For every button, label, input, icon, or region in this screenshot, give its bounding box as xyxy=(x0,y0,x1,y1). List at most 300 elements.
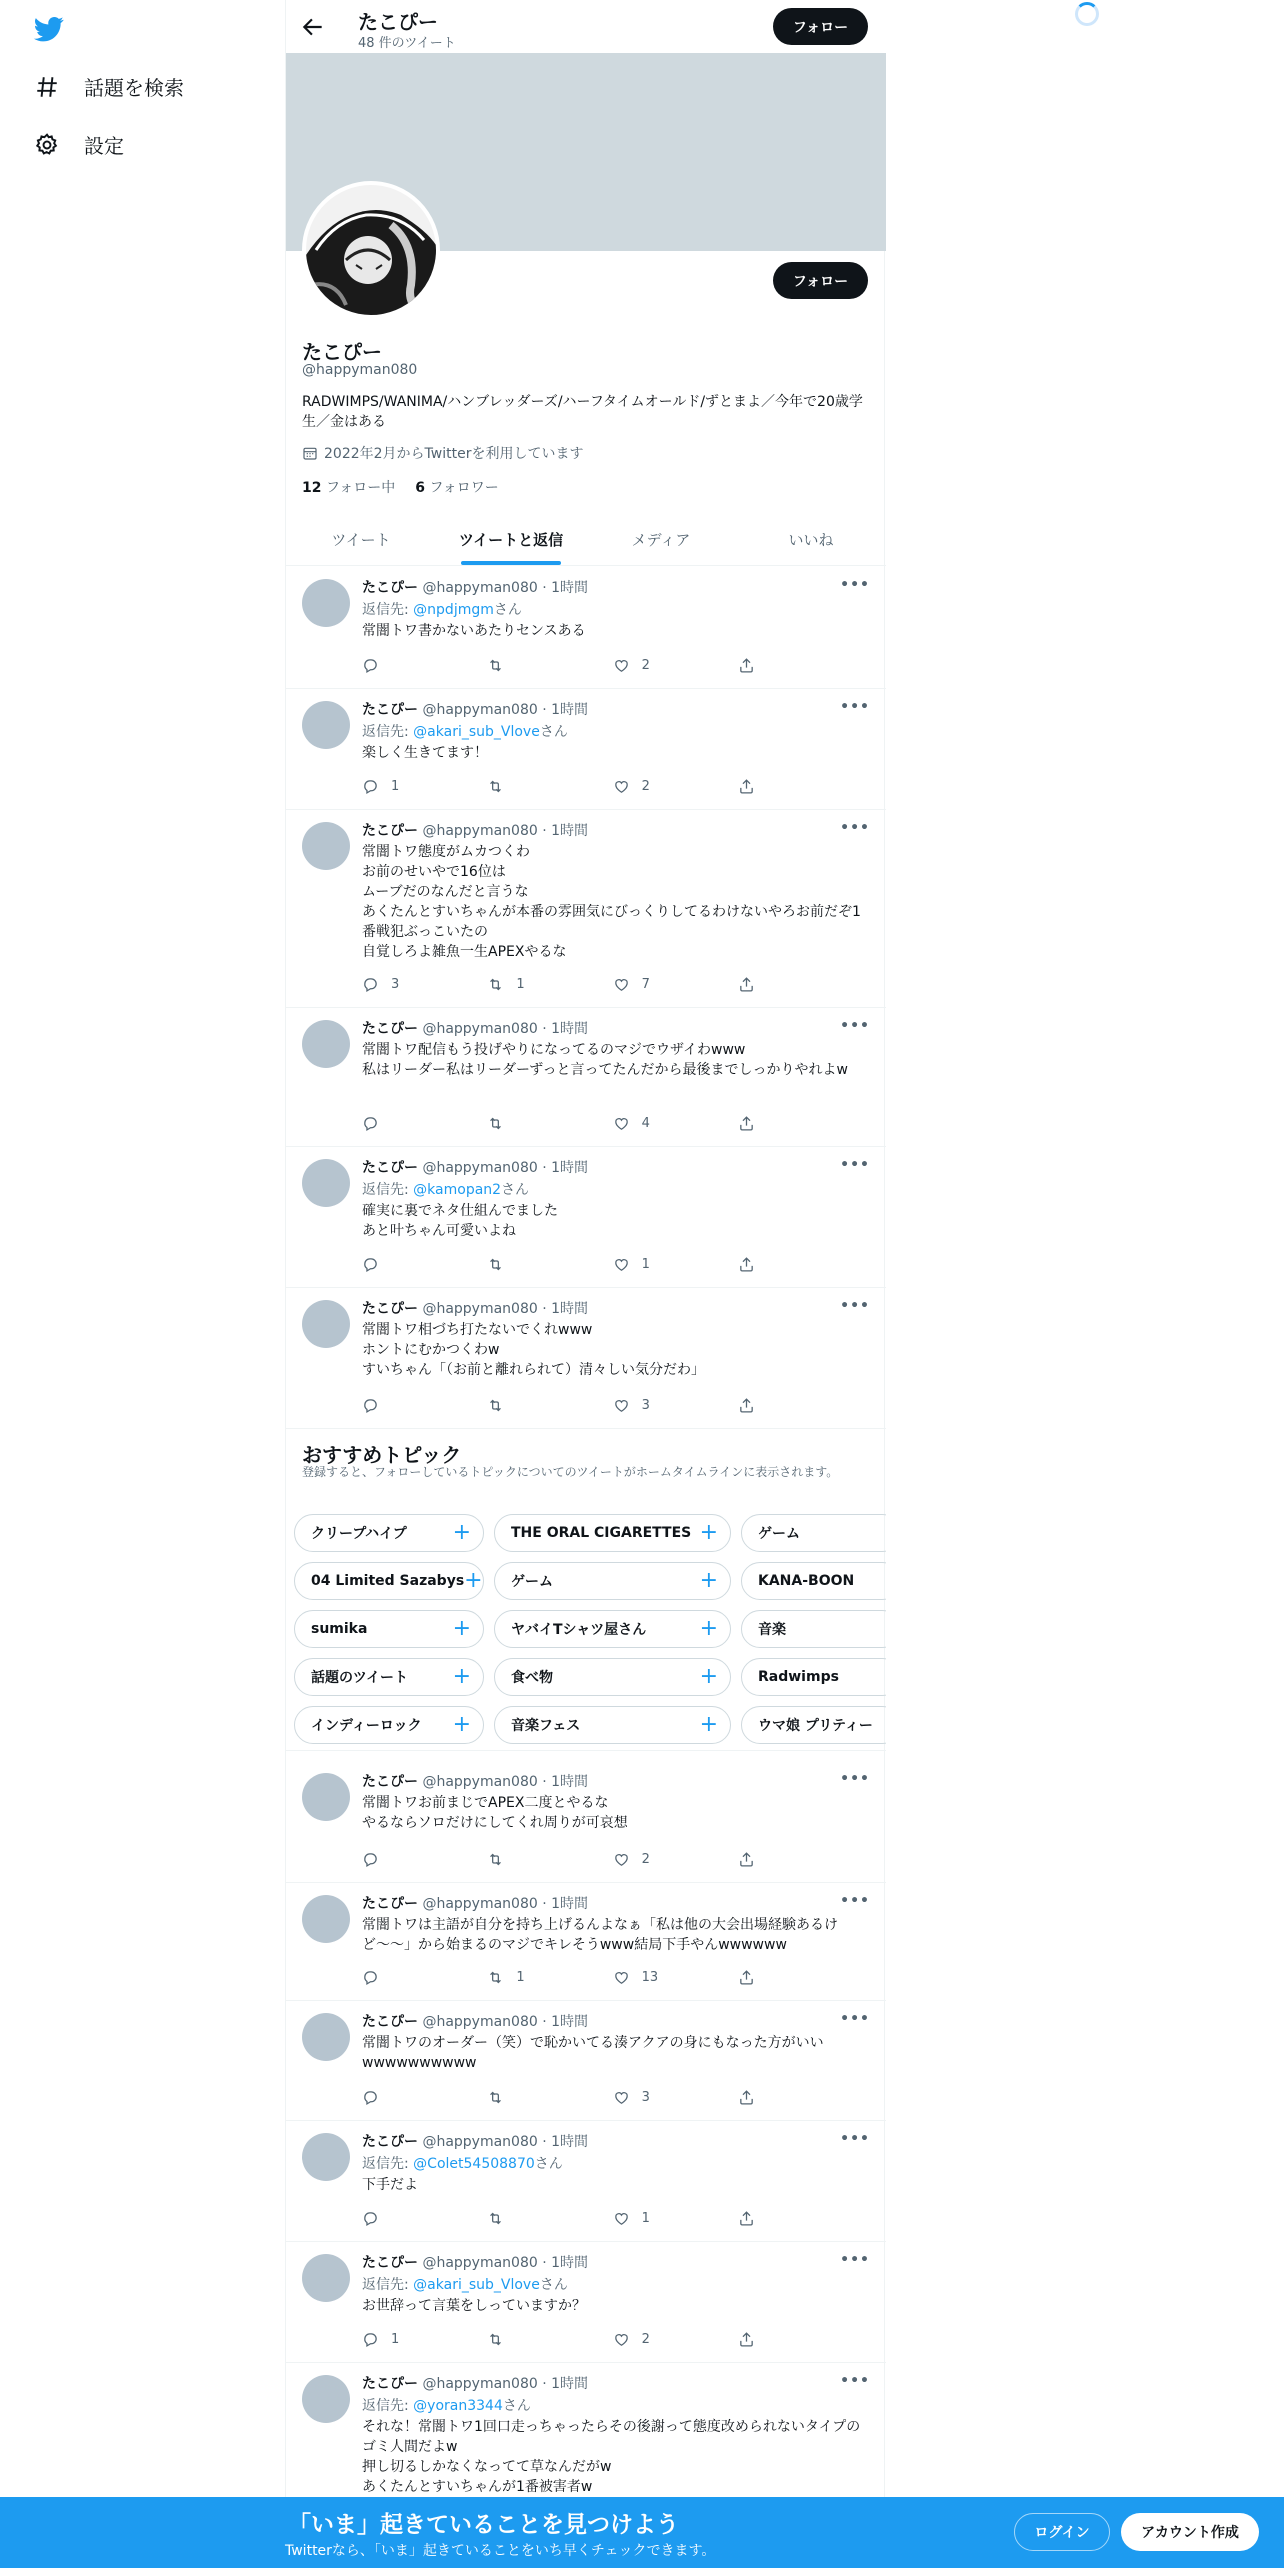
topic-chip-label: クリープハイプ xyxy=(311,1526,407,1542)
like-button[interactable] xyxy=(613,1849,673,1869)
tweet-text: 常闇トワは主語が自分を持ち上げるんよなぁ「私は他の大会出場経験あるけど〜〜」から始まるのマジでキレそうwww結局下手やんwwwwww xyxy=(362,1917,838,1953)
like-count: 13 xyxy=(641,1969,659,1985)
tweet-author-name[interactable]: たこぴー xyxy=(362,823,418,839)
topic-chip-label: 04 Limited Sazabys xyxy=(311,1573,465,1589)
reply-count: 3 xyxy=(391,976,400,992)
reply-button[interactable] xyxy=(362,1967,422,1987)
reply-to-link[interactable]: @kamopan2 xyxy=(413,1182,502,1198)
recommended-topics-title: おすすめトピック xyxy=(302,1443,462,1467)
profile-avatar[interactable] xyxy=(302,181,440,319)
retweet-button[interactable] xyxy=(487,655,547,675)
reply-to-link[interactable]: @yoran3344 xyxy=(413,2398,503,2414)
tweet-actions xyxy=(362,974,798,994)
tweet-actions xyxy=(362,776,798,796)
share-button[interactable] xyxy=(738,1254,798,1274)
tweet-author-name[interactable]: たこぴー xyxy=(362,2255,418,2271)
share-button[interactable] xyxy=(738,1395,798,1415)
tweet-text: お世辞って言葉をしっていますか？ xyxy=(362,2298,586,2314)
reply-prefix: 返信先: xyxy=(362,724,414,740)
hashtag-icon xyxy=(34,74,60,100)
like-count: 7 xyxy=(641,976,650,992)
tweet-author-name[interactable]: たこぴー xyxy=(362,1896,418,1912)
topic-chip-label: ウマ娘 プリティー xyxy=(758,1718,873,1734)
tweet-header xyxy=(362,2373,588,2393)
like-count: 4 xyxy=(641,1115,650,1131)
tweet-header xyxy=(362,1157,588,1177)
like-button[interactable] xyxy=(613,1254,673,1274)
more-options-icon[interactable]: ••• xyxy=(840,1018,870,1034)
tweet-text: 常闇トワ相づち打たないでくれwww ホントにむかつくわw すいちゃん「（お前と離れられて）清々しい気分だわ」 xyxy=(362,1322,705,1378)
tweet-header xyxy=(362,1893,588,1913)
reply-icon xyxy=(362,976,379,993)
tweet-handle-time: @happyman080 · 1時間 xyxy=(422,580,589,596)
followers-count: 6 xyxy=(415,480,425,496)
share-button[interactable] xyxy=(738,1113,798,1133)
retweet-icon xyxy=(487,1256,504,1273)
tweet-text: 下手だよ xyxy=(362,2177,418,2193)
like-icon xyxy=(613,1256,630,1273)
reply-suffix: さん xyxy=(534,2156,563,2172)
login-button[interactable]: ログイン xyxy=(1014,2513,1110,2551)
like-button[interactable] xyxy=(613,1113,673,1133)
like-icon xyxy=(613,976,630,993)
tweet-text: 常闇トワのオーダー（笑）で恥かいてる湊アクアの身にもなった方がいいwwwwwwwwww xyxy=(362,2035,824,2071)
tweet-handle-time: @happyman080 · 1時間 xyxy=(422,2134,589,2150)
tweet-author-name[interactable]: たこぴー xyxy=(362,1160,418,1176)
reply-icon xyxy=(362,1397,379,1414)
tweet-reply-context xyxy=(362,2153,563,2173)
topic-chip-label: THE ORAL CIGARETTES xyxy=(511,1525,692,1541)
share-button[interactable] xyxy=(738,1967,798,1987)
reply-icon xyxy=(362,2089,379,2106)
reply-to-link[interactable]: @npdjmgm xyxy=(413,602,494,618)
nav-explore[interactable] xyxy=(34,72,184,101)
topic-chip[interactable] xyxy=(494,1610,731,1648)
retweet-icon xyxy=(487,1851,504,1868)
more-options-icon[interactable]: ••• xyxy=(840,1298,870,1314)
like-icon xyxy=(613,778,630,795)
like-icon xyxy=(613,2210,630,2227)
tab-tweets-and-replies[interactable]: ツイートと返信 xyxy=(436,513,586,565)
like-count: 2 xyxy=(641,657,650,673)
like-icon xyxy=(613,1851,630,1868)
tweet-header xyxy=(362,577,588,597)
signup-button[interactable]: アカウント作成 xyxy=(1121,2513,1259,2551)
tweet-handle-time: @happyman080 · 1時間 xyxy=(422,1160,589,1176)
tweet-author-name[interactable]: たこぴー xyxy=(362,580,418,596)
retweet-button[interactable] xyxy=(487,2208,547,2228)
reply-prefix: 返信先: xyxy=(362,602,414,618)
tweet-author-name[interactable]: たこぴー xyxy=(362,1021,418,1037)
tweet[interactable] xyxy=(286,567,886,689)
like-button[interactable] xyxy=(613,776,673,796)
following-label: フォロー中 xyxy=(325,480,396,496)
tweet-handle-time: @happyman080 · 1時間 xyxy=(422,823,589,839)
topic-chip-label: 話題のツイート xyxy=(311,1670,409,1686)
profile-joined-text: 2022年2月からTwitterを利用しています xyxy=(324,446,584,462)
retweet-button[interactable] xyxy=(487,1395,547,1415)
share-button[interactable] xyxy=(738,974,798,994)
profile-follow-button[interactable]: フォロー xyxy=(773,262,868,299)
retweet-count: 1 xyxy=(516,1969,525,1985)
tweet-author-name[interactable]: たこぴー xyxy=(362,2134,418,2150)
share-icon xyxy=(738,1397,755,1414)
topic-chip-label: ゲーム xyxy=(511,1574,553,1590)
topic-chip-label: ヤバイTシャツ屋さん xyxy=(511,1622,647,1638)
tweet-author-name[interactable]: たこぴー xyxy=(362,2376,418,2392)
like-button[interactable] xyxy=(613,2208,673,2228)
share-icon xyxy=(738,1851,755,1868)
tweet-avatar[interactable] xyxy=(302,1020,350,1068)
topic-chip[interactable] xyxy=(294,1610,484,1648)
like-count: 2 xyxy=(641,778,650,794)
tweet-avatar[interactable] xyxy=(302,1159,350,1207)
tweet-handle-time: @happyman080 · 1時間 xyxy=(422,702,589,718)
profile-tabs xyxy=(286,513,886,566)
reply-icon xyxy=(362,657,379,674)
header-follow-button[interactable]: フォロー xyxy=(773,8,868,45)
loading-spinner-icon xyxy=(1075,2,1099,26)
topic-chip[interactable] xyxy=(294,1658,484,1696)
share-icon xyxy=(738,976,755,993)
share-icon xyxy=(738,778,755,795)
topic-chip[interactable] xyxy=(741,1562,886,1600)
tweet-reply-context xyxy=(362,721,568,741)
tweet-header xyxy=(362,820,588,840)
share-icon xyxy=(738,1115,755,1132)
reply-suffix: さん xyxy=(539,2277,568,2293)
tweet[interactable] xyxy=(286,2121,886,2242)
like-icon xyxy=(613,657,630,674)
tweet-author-name[interactable]: たこぴー xyxy=(362,2014,418,2030)
tweet-handle-time: @happyman080 · 1時間 xyxy=(422,2014,589,2030)
tweet-header xyxy=(362,1018,588,1038)
tweet-reply-context xyxy=(362,2274,568,2294)
retweet-icon xyxy=(487,1397,504,1414)
header-tweet-count: 48 件のツイート xyxy=(358,36,456,51)
retweet-count: 1 xyxy=(516,976,525,992)
topic-chip[interactable] xyxy=(741,1514,886,1552)
tweet-header xyxy=(362,1298,588,1318)
following-link[interactable] xyxy=(302,477,395,497)
retweet-icon xyxy=(487,1115,504,1132)
profile-handle: @happyman080 xyxy=(302,362,418,378)
like-icon xyxy=(613,1397,630,1414)
reply-prefix: 返信先: xyxy=(362,2398,414,2414)
topic-chip[interactable] xyxy=(294,1514,484,1552)
like-button[interactable] xyxy=(613,974,673,994)
profile-follow-stats xyxy=(302,477,499,497)
share-button[interactable] xyxy=(738,1849,798,1869)
tweet-actions xyxy=(362,1113,798,1133)
twitter-logo-icon[interactable] xyxy=(32,14,66,44)
plus-icon[interactable]: + xyxy=(464,1568,483,1593)
plus-icon[interactable]: + xyxy=(452,1616,471,1641)
reply-button[interactable] xyxy=(362,776,422,796)
reply-button[interactable] xyxy=(362,2087,422,2107)
like-button[interactable] xyxy=(613,2329,673,2349)
reply-icon xyxy=(362,2331,379,2348)
tweet-avatar[interactable] xyxy=(302,1773,350,1821)
signup-banner-subtitle: Twitterなら、「いま」起きていることをいち早くチェックできます。 xyxy=(285,2543,716,2559)
topic-chip-grid xyxy=(286,1509,886,1751)
reply-button[interactable] xyxy=(362,974,422,994)
reply-suffix: さん xyxy=(502,2398,531,2414)
topic-chip[interactable] xyxy=(494,1658,731,1696)
share-icon xyxy=(738,2089,755,2106)
like-count: 3 xyxy=(641,2089,650,2105)
retweet-button[interactable] xyxy=(487,776,547,796)
tweet-reply-context xyxy=(362,1179,529,1199)
profile-joined xyxy=(302,443,583,463)
share-icon xyxy=(738,1969,755,1986)
topic-chip[interactable] xyxy=(741,1706,886,1744)
topic-chip[interactable] xyxy=(294,1562,484,1600)
like-button[interactable] xyxy=(613,2087,673,2107)
reply-prefix: 返信先: xyxy=(362,1182,414,1198)
retweet-icon xyxy=(487,657,504,674)
reply-button[interactable] xyxy=(362,1395,422,1415)
tweet-avatar[interactable] xyxy=(302,1300,350,1348)
topic-chip-label: インディーロック xyxy=(311,1718,422,1734)
tweet-text: 確実に裏でネタ仕組んでました あと叶ちゃん可愛いよね xyxy=(362,1203,558,1239)
like-count: 3 xyxy=(641,1397,650,1413)
like-icon xyxy=(613,2331,630,2348)
tab-media[interactable]: メディア xyxy=(631,530,691,549)
reply-suffix: さん xyxy=(501,1182,530,1198)
topic-chip-label: sumika xyxy=(311,1621,368,1637)
share-icon xyxy=(738,657,755,674)
reply-button[interactable] xyxy=(362,655,422,675)
tweet[interactable] xyxy=(286,1288,886,1429)
profile-header-bar xyxy=(286,0,886,53)
tweet-text: 常闇トワ態度がムカつくわ お前のせいやで16位は ムーブだのなんだと言うな あくたんとすいちゃんが本番の雰囲気にびっくりしてるわけないやろお前だぞ1番戦犯ぶっこいたの 自覚しろよ雑魚一生APEXやるな xyxy=(362,844,861,960)
tweet-avatar[interactable] xyxy=(302,1895,350,1943)
tweet-author-name[interactable]: たこぴー xyxy=(362,1774,418,1790)
reply-button[interactable] xyxy=(362,1849,422,1869)
tweet[interactable] xyxy=(286,2242,886,2363)
tweet-actions xyxy=(362,2208,798,2228)
topic-chip[interactable] xyxy=(741,1658,886,1696)
nav-explore-label: 話題を検索 xyxy=(84,76,184,100)
tweet-text: 常闇トワ配信もう投げやりになってるのマジでウザイわwww 私はリーダー私はリーダーずっと言ってたんだから最後までしっかりやれよw xyxy=(362,1042,848,1078)
like-count: 2 xyxy=(641,2331,650,2347)
retweet-icon xyxy=(487,976,504,993)
tweet[interactable] xyxy=(286,1008,886,1147)
tweet-actions xyxy=(362,1395,798,1415)
tweet-handle-time: @happyman080 · 1時間 xyxy=(422,1021,589,1037)
more-options-icon[interactable]: ••• xyxy=(840,820,870,836)
like-button[interactable] xyxy=(613,1395,673,1415)
signup-banner xyxy=(0,2497,1284,2568)
reply-button[interactable] xyxy=(362,1254,422,1274)
retweet-icon xyxy=(487,2089,504,2106)
retweet-button[interactable] xyxy=(487,1849,547,1869)
tweet[interactable] xyxy=(286,689,886,810)
like-icon xyxy=(613,1969,630,1986)
tab-tweets[interactable]: ツイート xyxy=(331,530,391,549)
header-name: たこぴー xyxy=(358,10,438,34)
tweet[interactable] xyxy=(286,810,886,1008)
tweet-avatar[interactable] xyxy=(302,822,350,870)
tab-likes[interactable]: いいね xyxy=(788,530,834,549)
retweet-button[interactable] xyxy=(487,1967,547,1987)
tweet-actions xyxy=(362,2329,798,2349)
more-options-icon[interactable]: ••• xyxy=(840,1893,870,1909)
topic-chip-label: 音楽 xyxy=(758,1622,786,1638)
reply-icon xyxy=(362,1115,379,1132)
tweet-reply-context xyxy=(362,2395,531,2415)
reply-button[interactable] xyxy=(362,1113,422,1133)
like-icon xyxy=(613,2089,630,2106)
tweet-avatar[interactable] xyxy=(302,2375,350,2423)
reply-icon xyxy=(362,1969,379,1986)
tweet[interactable] xyxy=(286,2001,886,2121)
tweet-actions xyxy=(362,655,798,675)
tweet-reply-context xyxy=(362,599,522,619)
tweet-actions xyxy=(362,1967,798,1987)
more-options-icon[interactable]: ••• xyxy=(840,1771,870,1787)
tweet-header xyxy=(362,2011,588,2031)
plus-icon[interactable]: + xyxy=(699,1664,718,1689)
reply-button[interactable] xyxy=(362,2329,422,2349)
topic-chip[interactable] xyxy=(294,1706,484,1744)
more-options-icon[interactable]: ••• xyxy=(840,2011,870,2027)
tweet-text: それな！常闇トワ1回口走っちゃったらその後謝って態度改められないタイプのゴミ人間だよw 押し切るしかなくなってて草なんだがw あくたんとすいちゃんが1番被害者w xyxy=(362,2419,861,2495)
share-icon xyxy=(738,1256,755,1273)
like-count: 1 xyxy=(641,1256,650,1272)
tweet-handle-time: @happyman080 · 1時間 xyxy=(422,2376,589,2392)
tweet-avatar[interactable] xyxy=(302,2013,350,2061)
plus-icon[interactable]: + xyxy=(452,1712,471,1737)
tweet-header xyxy=(362,2131,588,2151)
tweet-actions xyxy=(362,2087,798,2107)
tweet-author-name[interactable]: たこぴー xyxy=(362,702,418,718)
plus-icon[interactable]: + xyxy=(699,1616,718,1641)
retweet-button[interactable] xyxy=(487,1254,547,1274)
tweet-header xyxy=(362,1771,588,1791)
following-count: 12 xyxy=(302,480,322,496)
tweet-avatar[interactable] xyxy=(302,701,350,749)
profile-name: たこぴー xyxy=(302,340,382,364)
like-count: 1 xyxy=(641,2210,650,2226)
tweet-handle-time: @happyman080 · 1時間 xyxy=(422,1301,589,1317)
retweet-icon xyxy=(487,1969,504,1986)
share-button[interactable] xyxy=(738,776,798,796)
topic-chip-label: Radwimps xyxy=(758,1669,839,1685)
retweet-button[interactable] xyxy=(487,2329,547,2349)
reply-to-link[interactable]: @akari_sub_Vlove xyxy=(413,724,540,740)
topic-chip[interactable] xyxy=(494,1706,731,1744)
more-options-icon[interactable]: ••• xyxy=(840,2131,870,2147)
share-button[interactable] xyxy=(738,655,798,675)
more-options-icon[interactable]: ••• xyxy=(840,699,870,715)
signup-banner-title: 「いま」起きていることを見つけよう xyxy=(288,2512,679,2538)
reply-icon xyxy=(362,778,379,795)
reply-prefix: 返信先: xyxy=(362,2156,414,2172)
reply-prefix: 返信先: xyxy=(362,2277,414,2293)
topic-chip-label: ゲーム xyxy=(758,1526,800,1542)
topic-chip[interactable] xyxy=(741,1610,886,1648)
back-arrow-icon[interactable] xyxy=(300,14,326,40)
reply-icon xyxy=(362,1851,379,1868)
tweet-text: 楽しく生きてます！ xyxy=(362,745,488,761)
recommended-topics-subtitle: 登録すると、フォローしているトピックについてのツイートがホームタイムラインに表示されます。 xyxy=(302,1465,839,1479)
tweet[interactable] xyxy=(286,1761,886,1883)
more-options-icon[interactable]: ••• xyxy=(840,577,870,593)
tweet[interactable] xyxy=(286,1883,886,2001)
plus-icon[interactable]: + xyxy=(452,1664,471,1689)
reply-suffix: さん xyxy=(539,724,568,740)
reply-count: 1 xyxy=(391,2331,400,2347)
reply-icon xyxy=(362,2210,379,2227)
retweet-button[interactable] xyxy=(487,974,547,994)
share-button[interactable] xyxy=(738,2087,798,2107)
tweet-header xyxy=(362,2252,588,2272)
tweet-avatar[interactable] xyxy=(302,579,350,627)
main-column xyxy=(285,0,885,2568)
nav-settings-label: 設定 xyxy=(84,134,124,158)
more-options-icon[interactable]: ••• xyxy=(840,2373,870,2389)
gear-icon xyxy=(34,132,60,158)
retweet-icon xyxy=(487,2331,504,2348)
share-button[interactable] xyxy=(738,2329,798,2349)
reply-count: 1 xyxy=(391,778,400,794)
tweet-header xyxy=(362,699,588,719)
more-options-icon[interactable]: ••• xyxy=(840,2252,870,2268)
plus-icon[interactable]: + xyxy=(699,1520,718,1545)
plus-icon[interactable]: + xyxy=(699,1712,718,1737)
tweet-handle-time: @happyman080 · 1時間 xyxy=(422,1774,589,1790)
retweet-button[interactable] xyxy=(487,2087,547,2107)
share-icon xyxy=(738,2331,755,2348)
tweet-text: 常闇トワお前まじでAPEX二度とやるな やるならソロだけにしてくれ周りが可哀想 xyxy=(362,1795,628,1831)
topic-chip[interactable] xyxy=(494,1562,731,1600)
tweet-actions xyxy=(362,1849,798,1869)
reply-button[interactable] xyxy=(362,2208,422,2228)
more-options-icon[interactable]: ••• xyxy=(840,1157,870,1173)
like-button[interactable] xyxy=(613,1967,673,1987)
reply-suffix: さん xyxy=(493,602,522,618)
retweet-icon xyxy=(487,2210,504,2227)
topic-chip-label: 食べ物 xyxy=(511,1670,553,1686)
tweet-handle-time: @happyman080 · 1時間 xyxy=(422,2255,589,2271)
tweet-text: 常闇トワ書かないあたりセンスある xyxy=(362,623,586,639)
share-button[interactable] xyxy=(738,2208,798,2228)
followers-link[interactable] xyxy=(415,477,499,497)
plus-icon[interactable]: + xyxy=(452,1520,471,1545)
like-icon xyxy=(613,1115,630,1132)
tweet-author-name[interactable]: たこぴー xyxy=(362,1301,418,1317)
reply-to-link[interactable]: @akari_sub_Vlove xyxy=(413,2277,540,2293)
nav-settings[interactable] xyxy=(34,130,124,159)
like-count: 2 xyxy=(641,1851,650,1867)
tweet-avatar[interactable] xyxy=(302,2133,350,2181)
profile-bio: RADWIMPS/WANIMA/ハンブレッダーズ/ハーフタイムオールド/ずとまよ／今年で20歳学生／金はある xyxy=(302,394,863,430)
like-button[interactable] xyxy=(613,655,673,675)
tweet-avatar[interactable] xyxy=(302,2254,350,2302)
retweet-icon xyxy=(487,778,504,795)
reply-to-link[interactable]: @Colet54508870 xyxy=(413,2156,535,2172)
share-icon xyxy=(738,2210,755,2227)
tweet[interactable] xyxy=(286,1147,886,1288)
retweet-button[interactable] xyxy=(487,1113,547,1133)
tweet-handle-time: @happyman080 · 1時間 xyxy=(422,1896,589,1912)
plus-icon[interactable]: + xyxy=(699,1568,718,1593)
followers-label: フォロワー xyxy=(429,480,499,496)
topic-chip[interactable] xyxy=(494,1514,731,1552)
topic-chip-label: KANA-BOON xyxy=(758,1573,855,1589)
